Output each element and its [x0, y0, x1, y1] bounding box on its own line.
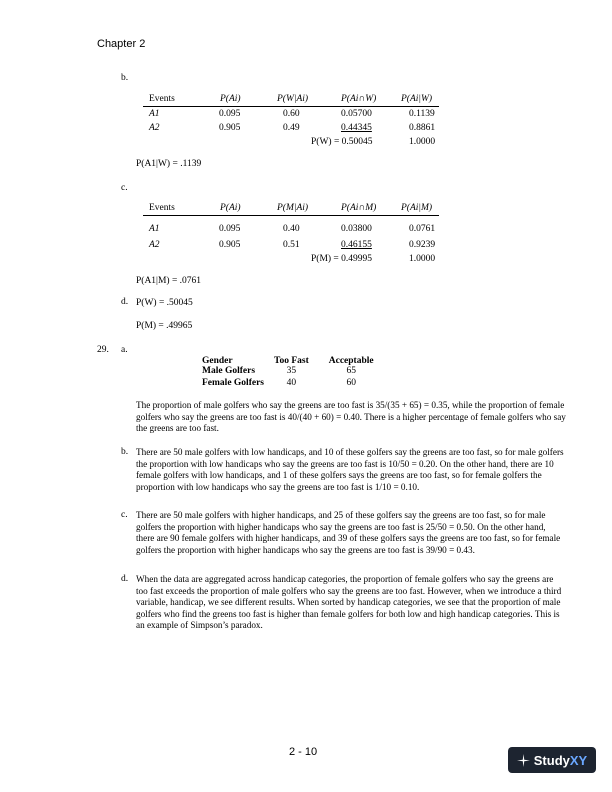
table-b-row2-joint: 0.44345 [341, 123, 372, 133]
table-b-total-value: 1.0000 [409, 137, 436, 147]
table-c-row2-posterior: 0.9239 [409, 240, 436, 250]
part-d-line1: P(W) = .50045 [136, 298, 193, 308]
table-c-header-pmai: P(M|Ai) [277, 203, 309, 213]
gender-table-row-label: Female Golfers [202, 377, 264, 388]
gender-table-row-label: Male Golfers [202, 366, 256, 376]
table-b-header-pai: P(Ai) [220, 94, 241, 104]
table-c-header-pai: P(Ai) [220, 203, 241, 213]
problem-29d-marker: d. [121, 574, 129, 584]
studyxy-logo[interactable] [508, 747, 596, 773]
table-b-row2-pwai: 0.49 [283, 123, 300, 133]
table-b-row1-joint: 0.05700 [341, 109, 372, 119]
gender-table-too-fast-value: 40 [286, 377, 297, 388]
problem-29d-text: When the data are aggregated across handicap categories, the proportion of female golfers who say the greens are too fast exceeds the proportion of male golfers who say the greens are too fast. However, when we introduce a third variable, handicap, we see different results. When sorted by handicap categories, we see that the proportion of male golfers who find the greens too fast is higher than female golfers for both low and high handicap categories. This is an example of Simpson’s paradox. [136, 574, 562, 631]
gender-table-header-acceptable: Acceptable [328, 356, 374, 366]
problem-29-number: 29. [97, 345, 109, 355]
table-b-row1-pai: 0.095 [219, 109, 241, 119]
gender-table-header-row [202, 356, 384, 366]
table-c-total-value: 1.0000 [409, 254, 436, 264]
table-c-header-posterior: P(Ai|M) [401, 203, 433, 213]
table-b-header-pwai: P(W|Ai) [277, 94, 309, 104]
table-b-row2-pai: 0.905 [219, 123, 241, 133]
gender-table-header-gender: Gender [202, 356, 233, 366]
problem-29b-text: There are 50 male golfers with low handicaps, and 10 of these golfers say the greens are too fast, so for male golfers the proportion with low handicaps who say the greens are too fast is 10/50 = 0.20. On the other hand, there are 10 female golfers with low handicaps, and 1 of these golfers says the greens are too fast, so for female golfers the proportion with low handicaps who say the greens are too fast is 1/10 = 0.10. [136, 447, 564, 492]
logo-text-main: Study [533, 752, 570, 768]
gender-table-row [202, 378, 384, 390]
table-b-row1-pwai: 0.60 [283, 109, 300, 119]
table-c-row2-joint: 0.46155 [341, 240, 372, 250]
table-b-header-events: Events [149, 94, 175, 104]
problem-29c-text: There are 50 male golfers with higher handicaps, and 25 of these golfers say the greens are too fast, so for male golfers the proportion with higher handicaps who say the greens are too fast is 25/50 = 0.50. On the other hand, there are 90 female golfers with higher handicaps, and 39 of these golfers says the greens are too fast, so for female golfers the proportion with higher handicaps who say the greens are too fast is 39/90 = 0.43. [136, 510, 561, 555]
table-b-header-joint: P(Ai∩W) [341, 94, 377, 104]
table-c-row1-posterior: 0.0761 [409, 224, 436, 234]
table-c-row1-pai: 0.095 [219, 224, 241, 234]
part-b-result: P(A1|W) = .1139 [136, 159, 202, 169]
table-b-row1-event: A1 [149, 109, 160, 119]
table-c-total-label: P(M) = 0.49995 [311, 254, 373, 264]
part-b-marker: b. [121, 73, 129, 83]
page-number: 2 - 10 [289, 746, 318, 758]
gender-table-row [202, 366, 384, 378]
table-c-row2-event: A2 [149, 240, 160, 250]
table-b-rule [143, 106, 439, 107]
problem-29a-marker: a. [121, 345, 128, 355]
part-c-result: P(A1|M) = .0761 [136, 276, 202, 286]
table-b-row2-posterior: 0.8861 [409, 123, 436, 133]
table-c-row1-joint: 0.03800 [341, 224, 372, 234]
table-c-row2-pai: 0.905 [219, 240, 241, 250]
table-b-header-posterior: P(Ai|W) [401, 94, 433, 104]
gender-table [202, 356, 384, 389]
part-c-marker: c. [121, 183, 128, 193]
part-d-marker: d. [121, 297, 129, 307]
gender-table-too-fast-value: 35 [286, 366, 297, 376]
problem-29c-marker: c. [121, 510, 128, 520]
table-b-total-label: P(W) = 0.50045 [311, 137, 373, 147]
table-c-row1-event: A1 [149, 224, 160, 234]
part-d-line2: P(M) = .49965 [136, 321, 193, 331]
gender-table-acceptable-value: 65 [346, 366, 356, 376]
plus-sparkle-icon [517, 754, 530, 767]
problem-29a-text: The proportion of male golfers who say the greens are too fast is 35/(35 + 65) = 0.35, while the proportion of female golfers who say the greens are too fast is 40/(40 + 60) = 0.40. There is a higher percentage of female golfers who say the greens are too fast. [136, 400, 566, 434]
logo-text-accent: XY [569, 752, 588, 768]
table-c-header-events: Events [149, 203, 175, 213]
chapter-header: Chapter 2 [97, 38, 146, 50]
table-c-row2-pmai: 0.51 [283, 240, 300, 250]
table-b-row2-event: A2 [149, 123, 160, 133]
table-c-header-joint: P(Ai∩M) [341, 203, 377, 213]
logo-text [534, 753, 587, 768]
table-c-rule [143, 215, 439, 216]
problem-29b-marker: b. [121, 447, 129, 457]
table-b-row1-posterior: 0.1139 [409, 109, 435, 119]
gender-table-acceptable-value: 60 [346, 377, 356, 388]
table-c-row1-pmai: 0.40 [283, 224, 300, 234]
gender-table-header-too-fast: Too Fast [274, 356, 309, 366]
